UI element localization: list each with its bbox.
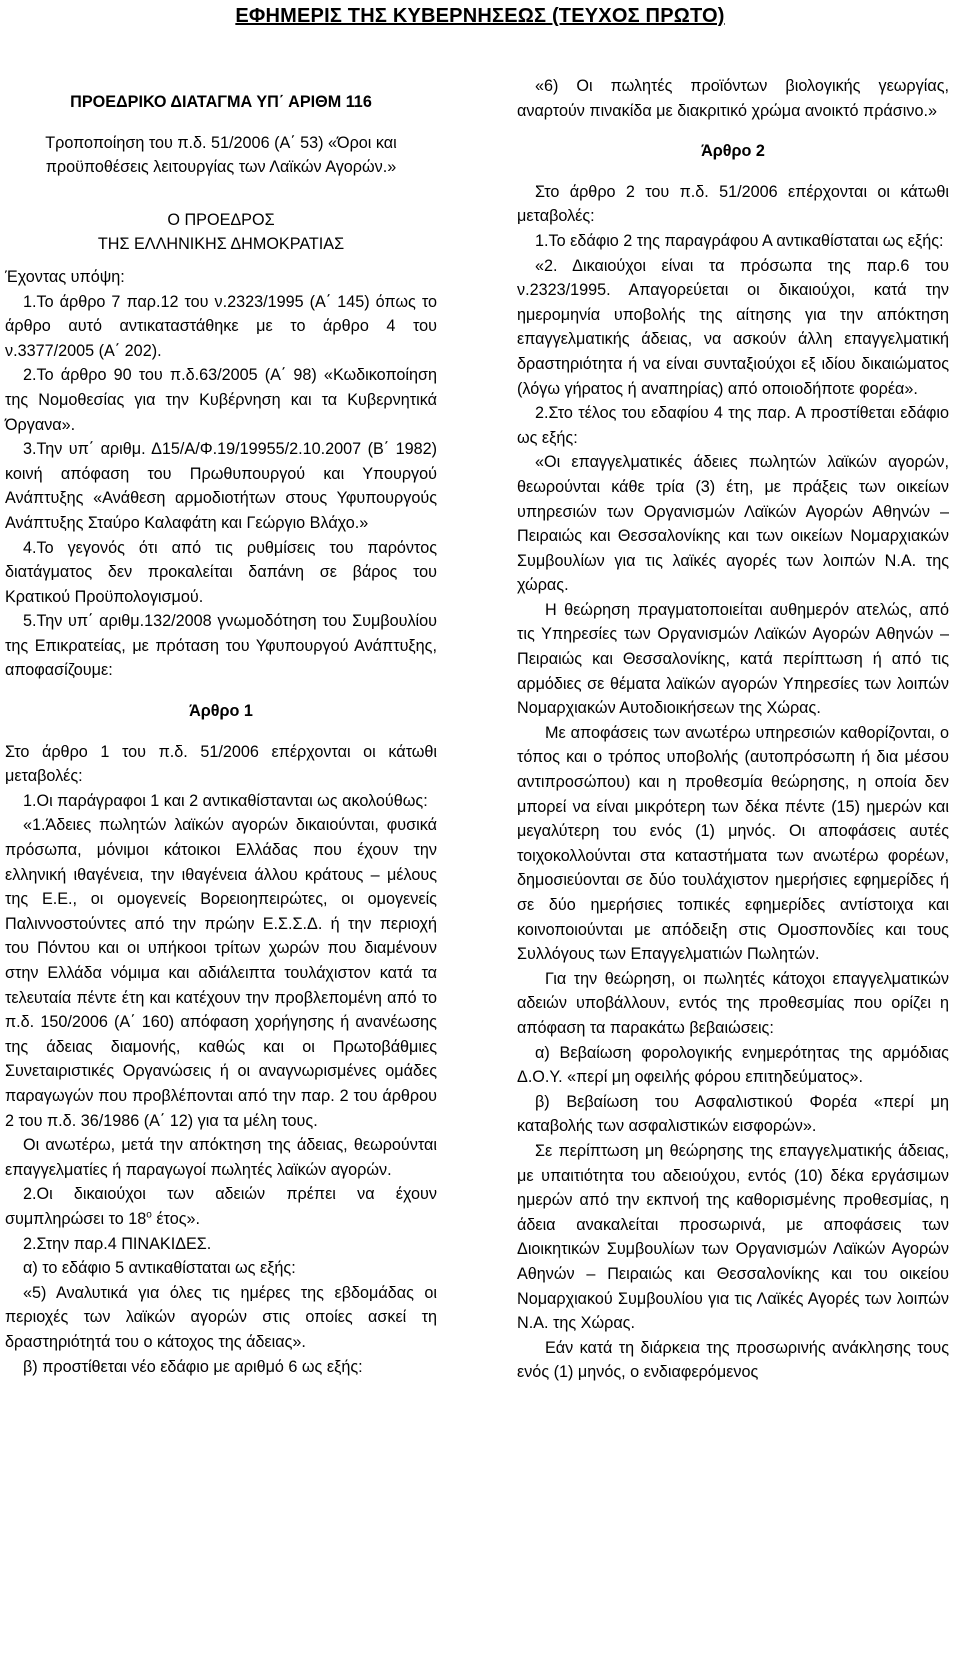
article-2-paragraph-1: 1.Το εδάφιο 2 της παραγράφου Α αντικαθίσταται ως εξής: <box>535 231 944 250</box>
article-1-paragraph-3b: β) προστίθεται νέο εδάφιο με αριθμό 6 ως εξής: <box>23 1357 363 1376</box>
article-1-paragraph-2: 2.Οι δικαιούχοι των αδειών πρέπει να έχουν συμπληρώσει το $18^o$ έτος». <box>5 1185 437 1228</box>
article-2-paragraph-5a: α) Βεβαίωση φορολογικής ενημερότητας της αρμόδιας Δ.Ο.Υ. «περί μη οφειλής φόρου επιτηδεύματος». <box>517 1043 949 1087</box>
article-2-paragraph-5: Για την θεώρηση, οι πωλητές κάτοχοι επαγγελματικών αδειών υποβάλλουν, εντός της προθεσμίας που ορίζει η απόφαση τα παρακάτω βεβαιώσεις: <box>517 969 949 1037</box>
consideration-4: 4.Το γεγονός ότι από τις ρυθμίσεις του παρόντος διατάγματος δεν προκαλείται δαπάνη σε βάρος του Κρατικού Προϋπολογισμού. <box>5 538 437 606</box>
article-2-paragraph-3: Η θεώρηση πραγματοποιείται αυθημερόν ατελώς, από τις Υπηρεσίες των Οργανισμών Λαϊκών Αγορών Αθηνών – Πειραιώς και Θεσσαλονίκης, κατά περίπτωση ή από τις αρμόδιες σε θέματα λαϊκών αγορών Υπηρεσίες των λοιπών Νομαρχιακών Αυτοδιοικήσεων της Χώρας. <box>517 600 949 718</box>
decree-subject: Τροποποίηση του π.δ. 51/2006 (Α΄ 53) «Όροι και προϋποθέσεις λειτουργίας των Λαϊκών Αγορών.» <box>45 133 397 177</box>
decree-title: ΠΡΟΕΔΡΙΚΟ ΔΙΑΤΑΓΜΑ ΥΠ΄ ΑΡΙΘΜ 116 <box>70 93 372 111</box>
article-2-paragraph-1-text: «2. Δικαιούχοι είναι τα πρόσωπα της παρ.6 του ν.2323/1995. Απαγορεύεται οι δικαιούχοι, κατά την ημερομηνία υποβολής της αίτησης για την απόκτηση επαγγελματικής άδειας, να ασκούν άλλη επαγγελματική δραστηριότητα ή να είναι συνταξιούχοι εξ ιδίου δικαιώματος (λόγω γήρατος ή αναπηρίας) από οποιοδήποτε φορέα». <box>517 256 949 398</box>
article-2-paragraph-6: Σε περίπτωση μη θεώρησης της επαγγελματικής άδειας, με υπαιτιότητα του αδειούχου, εντός (10) δέκα εργάσιμων ημερών από την εκπνοή της καθορισμένης προθεσμίας, η άδεια ανακαλείται προσωρινά, με αποφάσεις των Διοικητικών Συμβουλίων των Οργανισμών Λαϊκών Αγορών Αθηνών – Πειραιώς και Θεσσαλονίκης και του οικείου Νομαρχιακού Συμβουλίου για τις Λαϊκές Αγορές των λοιπών Ν.Α. της Χώρας. <box>517 1141 949 1333</box>
consideration-1: 1.Το άρθρο 7 παρ.12 του ν.2323/1995 (Α΄ 145) όπως το άρθρο αυτό αντικαταστάθηκε με το άρθρο 4 του ν.3377/2005 (Α΄ 202). <box>5 292 437 360</box>
article-1-paragraph-3: 2.Στην παρ.4 ΠΙΝΑΚΙΔΕΣ. <box>23 1234 212 1253</box>
article-2-intro: Στο άρθρο 2 του π.δ. 51/2006 επέρχονται οι κάτωθι μεταβολές: <box>517 182 949 226</box>
having-regard: Έχοντας υπόψη: <box>5 267 125 286</box>
article-1-paragraph-1-text-2: Οι ανωτέρω, μετά την απόκτηση της άδειας, θεωρούνται επαγγελματίες ή παραγωγοί πωλητές λαϊκών αγορών. <box>5 1136 437 1179</box>
consideration-5: 5.Την υπ΄ αριθμ.132/2008 γνωμοδότηση του Συμβουλίου της Επικρατείας, με πρόταση του Υφυπουργού Ανάπτυξης, αποφασίζουμε: <box>5 612 437 680</box>
article-2-title: Άρθρο 2 <box>701 142 765 161</box>
article-1-paragraph-1-text: «1.Άδειες πωλητών λαϊκών αγορών δικαιούνται, φυσικά πρόσωπα, μόνιμοι κάτοικοι Ελλάδας που έχουν την ελληνική ιθαγένεια, την ιθαγένεια άλλου κράτους – μέλους της Ε.Ε., οι ομογενείς Βορειοηπειρώτες, οι ομογενείς Παλιννοστούντες από την πρώην Ε.Σ.Σ.Δ. ή την περιοχή του Πόντου και οι υπήκοοι τρίτων χωρών που διαμένουν στην Ελλάδα νόμιμα και αδιάλειπτα τουλάχιστον κατά τα τελευταία πέντε έτη και κατέχουν την προβλεπομένη από το π.δ. 150/2006 (Α΄ 160) απόφαση χορήγησης ή ανανέωσης της άδειας διαμονής, καθώς και οι Πρωτοβάθμιες Συνεταιριστικές Οργανώσεις ή οι αναγνωρισμένες ομάδες παραγωγών που προβλέπονται από την παρ. 2 του άρθρου 2 του π.δ. 36/1986 (Α΄ 12) για τα μέλη τους. <box>5 816 437 1130</box>
article-2-paragraph-2-text: «Οι επαγγελματικές άδειες πωλητών λαϊκών αγορών, θεωρούνται κάθε τρία (3) έτη, με πράξεις των οικείων υπηρεσιών των Οργανισμών Λαϊκών Αγορών Αθηνών – Πειραιώς και Θεσσαλονίκης και των οικείων Νομαρχιακών Συμβουλίων για τις λαϊκές αγορές των λοιπών Ν.Α. της χώρας. <box>517 453 949 595</box>
right-column <box>517 74 949 1385</box>
article-2-paragraph-7: Εάν κατά τη διάρκεια της προσωρινής ανάκλησης τους ενός (1) μηνός, ο ενδιαφερόμενος <box>517 1338 949 1382</box>
article-1-paragraph-3a-text: «5) Αναλυτικά για όλες τις ημέρες της εβδομάδας οι περιοχές των λαϊκών αγορών στις οποίες ασκεί τη δραστηριότητά του ο κάτοχος της άδειας». <box>5 1283 437 1351</box>
article-2-paragraph-5b: β) Βεβαίωση του Ασφαλιστικού Φορέα «περί μη καταβολής των ασφαλιστικών εισφορών». <box>517 1092 949 1136</box>
president-line-1: Ο ΠΡΟΕΔΡΟΣ <box>167 210 275 229</box>
consideration-2: 2.Το άρθρο 90 του π.δ.63/2005 (Α΄ 98) «Κωδικοποίηση της Νομοθεσίας για την Κυβέρνηση και τα Κυβερνητικά Όργανα». <box>5 366 437 434</box>
president-line-2: ΤΗΣ ΕΛΛΗΝΙΚΗΣ ΔΗΜΟΚΡΑΤΙΑΣ <box>97 235 345 254</box>
consideration-3: 3.Την υπ΄ αριθμ. Δ15/Α/Φ.19/19955/2.10.2007 (Β΄ 1982) κοινή απόφαση του Πρωθυπουργού και Υπουργού Ανάπτυξης «Ανάθεση αρμοδιοτήτων στους Υφυπουργούς Ανάπτυξης Σταύρο Καλαφάτη και Γεώργιο Βλάχο.» <box>5 440 437 532</box>
article-1-paragraph-1: 1.Οι παράγραφοι 1 και 2 αντικαθίστανται ως ακολούθως: <box>23 791 428 810</box>
left-column <box>5 74 437 1379</box>
article-2-paragraph-2: 2.Στο τέλος του εδαφίου 4 της παρ. Α προστίθεται εδάφιο ως εξής: <box>517 404 949 447</box>
article-2-paragraph-4: Με αποφάσεις των ανωτέρω υπηρεσιών καθορίζονται, ο τόπος και ο τρόπος υποβολής (αυτοπρόσωπη ή δια μέσου αντιπροσώπου) και η προθεσμία θεώρησης, η οποία δεν μπορεί να είναι μικρότερη των δέκα πέντε (15) ημερών και μεγαλύτερη του ενός (1) μηνός. Οι αποφάσεις αυτές τοιχοκολλούνται στα καταστήματα των ανωτέρω φορέων, δημοσιεύονται σε δύο τουλάχιστον ημερήσιες εφημερίδες ή σε δύο ημερήσιες τοπικές εφημερίδες αντίστοιχα και κοινοποιούνται με απόδειξη στις Ομοσπονδίες και τους Συλλόγους των Επαγγελματιών Πωλητών. <box>517 723 949 964</box>
article-1-title: Άρθρο 1 <box>189 702 253 721</box>
paragraph-6-text: «6) Οι πωλητές προϊόντων βιολογικής γεωργίας, αναρτούν πινακίδα με διακριτικό χρώμα ανοικτό πράσινο.» <box>517 77 949 120</box>
article-1-paragraph-3a: α) το εδάφιο 5 αντικαθίσταται ως εξής: <box>23 1259 296 1278</box>
gazette-header: ΕΦΗΜΕΡΙΣ ΤΗΣ ΚΥΒΕΡΝΗΣΕΩΣ (ΤΕΥΧΟΣ ΠΡΩΤΟ) <box>235 5 725 27</box>
article-1-intro: Στο άρθρο 1 του π.δ. 51/2006 επέρχονται οι κάτωθι μεταβολές: <box>5 742 437 786</box>
